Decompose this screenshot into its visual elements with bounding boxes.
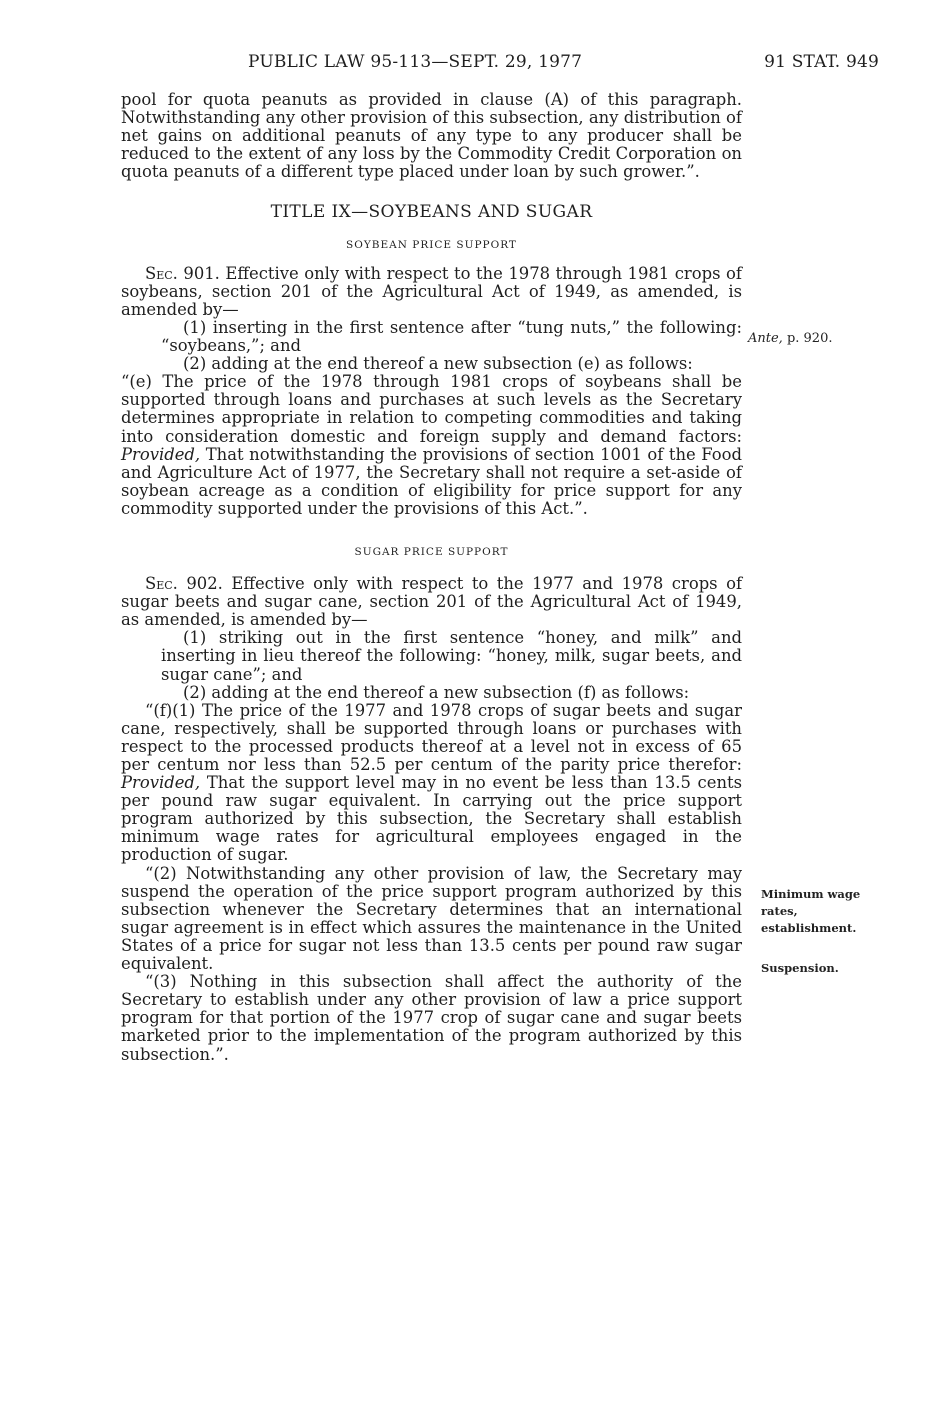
sugar-item-1: (1) striking out in the first sentence “honey, and milk” and inserting in lieu thereof the following: “honey, milk, sugar beets, and sugar cane”; and xyxy=(161,628,742,684)
document-body xyxy=(121,91,742,1064)
subsection-f1-paragraph xyxy=(121,702,742,865)
margin-note-ante-page: p. 920. xyxy=(786,331,833,346)
sugar-item-2: (2) adding at the end thereof a new subsection (f) as follows: xyxy=(183,682,690,702)
margin-note-ante xyxy=(748,330,833,347)
subsection-f3-paragraph: “(3) Nothing in this subsection shall affect the authority of the Secretary to establish under any other provision of law a price support program for that portion of the 1977 crop of sugar cane and sugar beets marketed prior to the implementation of the program authorized by this subsection.”. xyxy=(121,972,742,1064)
page-header xyxy=(0,52,943,76)
margin-note-suspension: Suspension. xyxy=(761,961,839,975)
sugar-section-heading: SUGAR PRICE SUPPORT xyxy=(354,545,509,558)
subsection-f1-after: That the support level may in no event be less than 13.5 cents per pound raw sugar equivalent. In carrying out the price support program authorized by this subsection, the Secretary shall establish minimum wage rates for agricultural employees engaged in the production of sugar. xyxy=(121,773,742,865)
title-heading: TITLE IX—SOYBEANS AND SUGAR xyxy=(270,202,593,223)
section-902-paragraph xyxy=(121,575,742,629)
section-902-text: Effective only with respect to the 1977 and 1978 crops of sugar beets and sugar cane, section 201 of the Agricultural Act of 1949, as amended, is amended by— xyxy=(121,574,743,630)
margin-note-ante-italic: Ante, xyxy=(748,331,783,346)
section-901-text: Effective only with respect to the 1978 through 1981 crops of soybeans, section 201 of the Agricultural Act of 1949, as amended, is amended by— xyxy=(121,263,742,319)
margin-note-minimum-wage: Minimum wage rates, establishment. xyxy=(761,887,861,935)
soybean-item-1: (1) inserting in the first sentence after “tung nuts,” the following: “soybeans,”; and xyxy=(161,317,742,356)
subsection-e-paragraph xyxy=(121,373,742,518)
subsection-e-before: “(e) The price of the 1978 through 1981 crops of soybeans shall be supported through loans and purchases at such levels as the Secretary determines appropriate in relation to competing commodities and taking into consideration domestic and foreign supply and demand factors: xyxy=(121,372,742,446)
subsection-f1-before: “(f)(1) The price of the 1977 and 1978 crops of sugar beets and sugar cane, respectively, shall be supported through loans or purchases with respect to the processed products thereof at a level not in excess of 65 per centum nor less than 52.5 per centum of the parity price therefor: xyxy=(121,700,742,774)
section-901-label: Sec. 901. xyxy=(145,263,220,283)
section-901-paragraph xyxy=(121,265,742,319)
statute-page-number: 91 STAT. 949 xyxy=(764,52,879,72)
public-law-citation: PUBLIC LAW 95-113—SEPT. 29, 1977 xyxy=(248,52,583,72)
subsection-f1-provided: Provided, xyxy=(121,773,201,793)
soybean-item-2: (2) adding at the end thereof a new subsection (e) as follows: xyxy=(183,354,693,374)
section-902-label: Sec. 902. xyxy=(145,574,223,594)
subsection-f2-paragraph: “(2) Notwithstanding any other provision of law, the Secretary may suspend the operation of the price support program authorized by this subsection whenever the Secretary determines that an international sugar agreement is in effect which assures the maintenance in the United States of a price for sugar not less than 13.5 cents per pound raw sugar equivalent. xyxy=(121,863,742,974)
subsection-e-after: That notwithstanding the provisions of section 1001 of the Food and Agriculture Act of 1977, the Secretary shall not require a set-aside of soybean acreage as a condition of eligibility for price support for any commodity supported under the provisions of this Act.”. xyxy=(121,444,742,518)
intro-paragraph: pool for quota peanuts as provided in clause (A) of this paragraph. Notwithstanding any other provision of this subsection, any distribution of net gains on additional peanuts of any type to any producer shall be reduced to the extent of any loss by the Commodity Credit Corporation on quota peanuts of a different type placed under loan by such grower.”. xyxy=(121,90,742,182)
subsection-e-provided: Provided, xyxy=(121,444,201,464)
soybean-section-heading: SOYBEAN PRICE SUPPORT xyxy=(346,238,517,251)
